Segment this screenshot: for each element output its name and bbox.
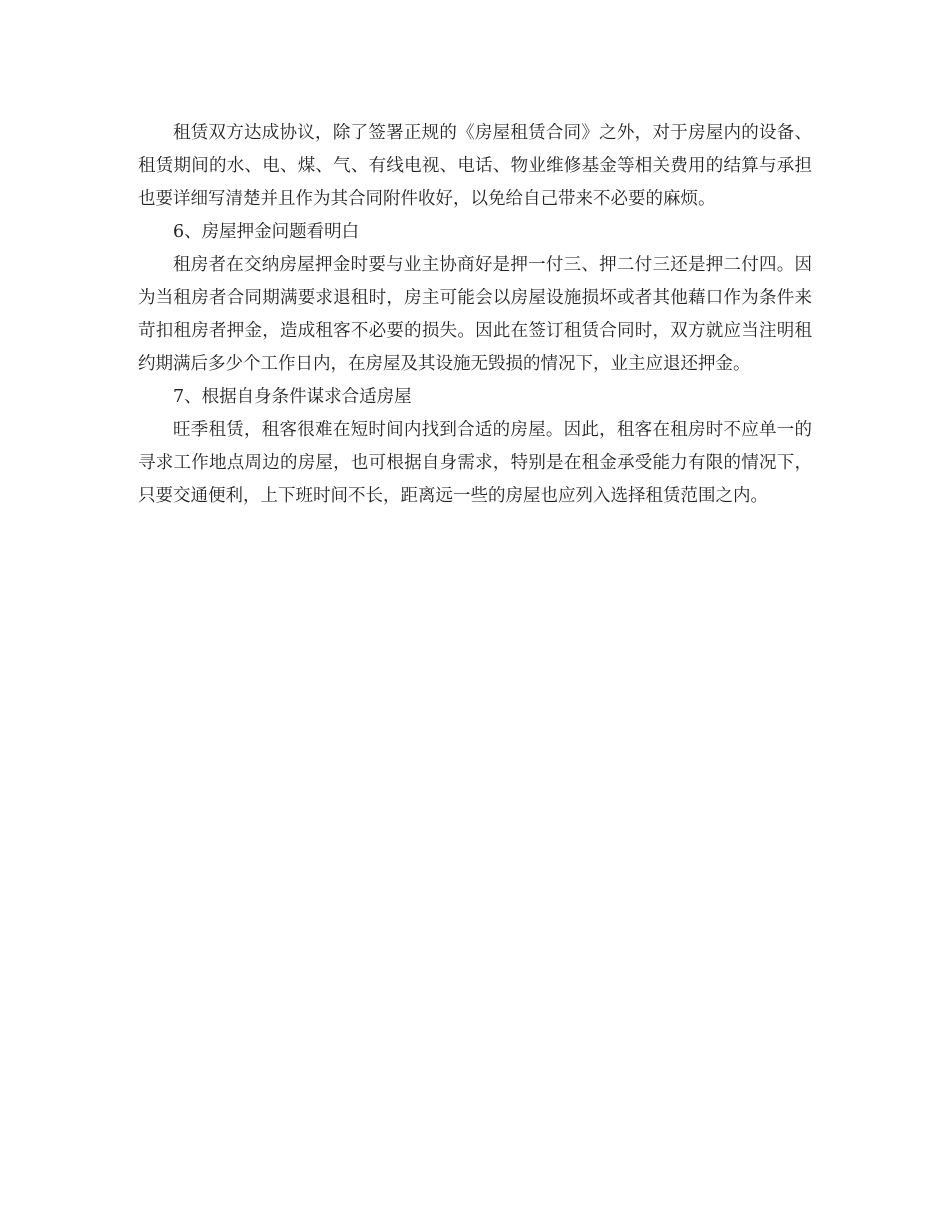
document-body xyxy=(138,117,812,513)
paragraph-suitable-housing: 旺季租赁，租客很难在短时间内找到合适的房屋。因此，租客在租房时不应单一的寻求工作地点周边的房屋，也可根据自身需求，特别是在租金承受能力有限的情况下，只要交通便利，上下班时间不长，距离远一些的房屋也应列入选择租赁范围之内。 xyxy=(138,420,812,506)
section-heading-deposit: 6、房屋押金问题看明白 xyxy=(173,222,360,242)
section-heading-suitable-housing: 7、根据自身条件谋求合适房屋 xyxy=(173,387,412,407)
paragraph-deposit: 租房者在交纳房屋押金时要与业主协商好是押一付三、押二付三还是押二付四。因为当租房者合同期满要求退租时，房主可能会以房屋设施损坏或者其他藉口作为条件来苛扣租房者押金，造成租客不必要的损失。因此在签订租赁合同时，双方就应当注明租约期满后多少个工作日内，在房屋及其设施无毁损的情况下，业主应退还押金。 xyxy=(138,255,812,374)
paragraph-settlement: 租赁双方达成协议，除了签署正规的《房屋租赁合同》之外，对于房屋内的设备、租赁期间的水、电、煤、气、有线电视、电话、物业维修基金等相关费用的结算与承担也要详细写清楚并且作为其合同附件收好，以免给自己带来不必要的麻烦。 xyxy=(138,123,812,209)
